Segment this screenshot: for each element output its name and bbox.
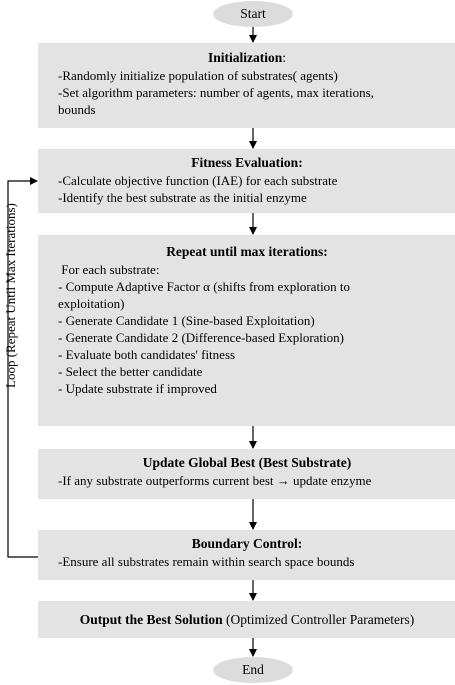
repeat-line-8: - Update substrate if improved <box>58 381 217 396</box>
repeat-line-6: - Evaluate both candidates' fitness <box>58 347 236 362</box>
end-label: End <box>242 662 264 677</box>
repeat-line-1: For each substrate: <box>58 262 160 277</box>
fitness-line-2: -Identify the best substrate as the initial enzyme <box>58 190 307 205</box>
initialization-line-3: bounds <box>58 102 96 117</box>
boundary-line-1: -Ensure all substrates remain within search space bounds <box>58 554 355 569</box>
repeat-line-4: - Generate Candidate 1 (Sine-based Exploitation) <box>58 313 315 328</box>
initialization-title: Initialization: <box>207 50 287 65</box>
boundary-control-title: Boundary Control: <box>191 536 303 551</box>
output-subtitle: (Optimized Controller Parameters) <box>222 612 415 627</box>
output-title: Output the Best Solution <box>79 612 223 627</box>
repeat-line-5: - Generate Candidate 2 (Difference-based Exploration) <box>58 330 344 345</box>
repeat-line-3: exploitation) <box>58 296 125 311</box>
update-global-best-title: Update Global Best (Best Substrate) <box>142 455 352 470</box>
fitness-line-1: -Calculate objective function (IAE) for each substrate <box>58 173 338 188</box>
initialization-line-1: -Randomly initialize population of substrates( agents) <box>58 68 338 83</box>
repeat-line-2: - Compute Adaptive Factor α (shifts from exploration to <box>58 279 351 294</box>
loop-label: Loop (Repeat Until Max Iterations) <box>3 203 18 388</box>
loop-back-connector <box>8 181 38 557</box>
initialization-line-2: -Set algorithm parameters: number of agents, max iterations, <box>58 85 374 100</box>
repeat-iterations-title: Repeat until max iterations: <box>166 244 328 259</box>
global-best-line-1: -If any substrate outperforms current best → update enzyme <box>58 473 372 488</box>
fitness-evaluation-title: Fitness Evaluation: <box>191 155 303 170</box>
start-label: Start <box>240 6 266 21</box>
repeat-line-7: - Select the better candidate <box>58 364 203 379</box>
